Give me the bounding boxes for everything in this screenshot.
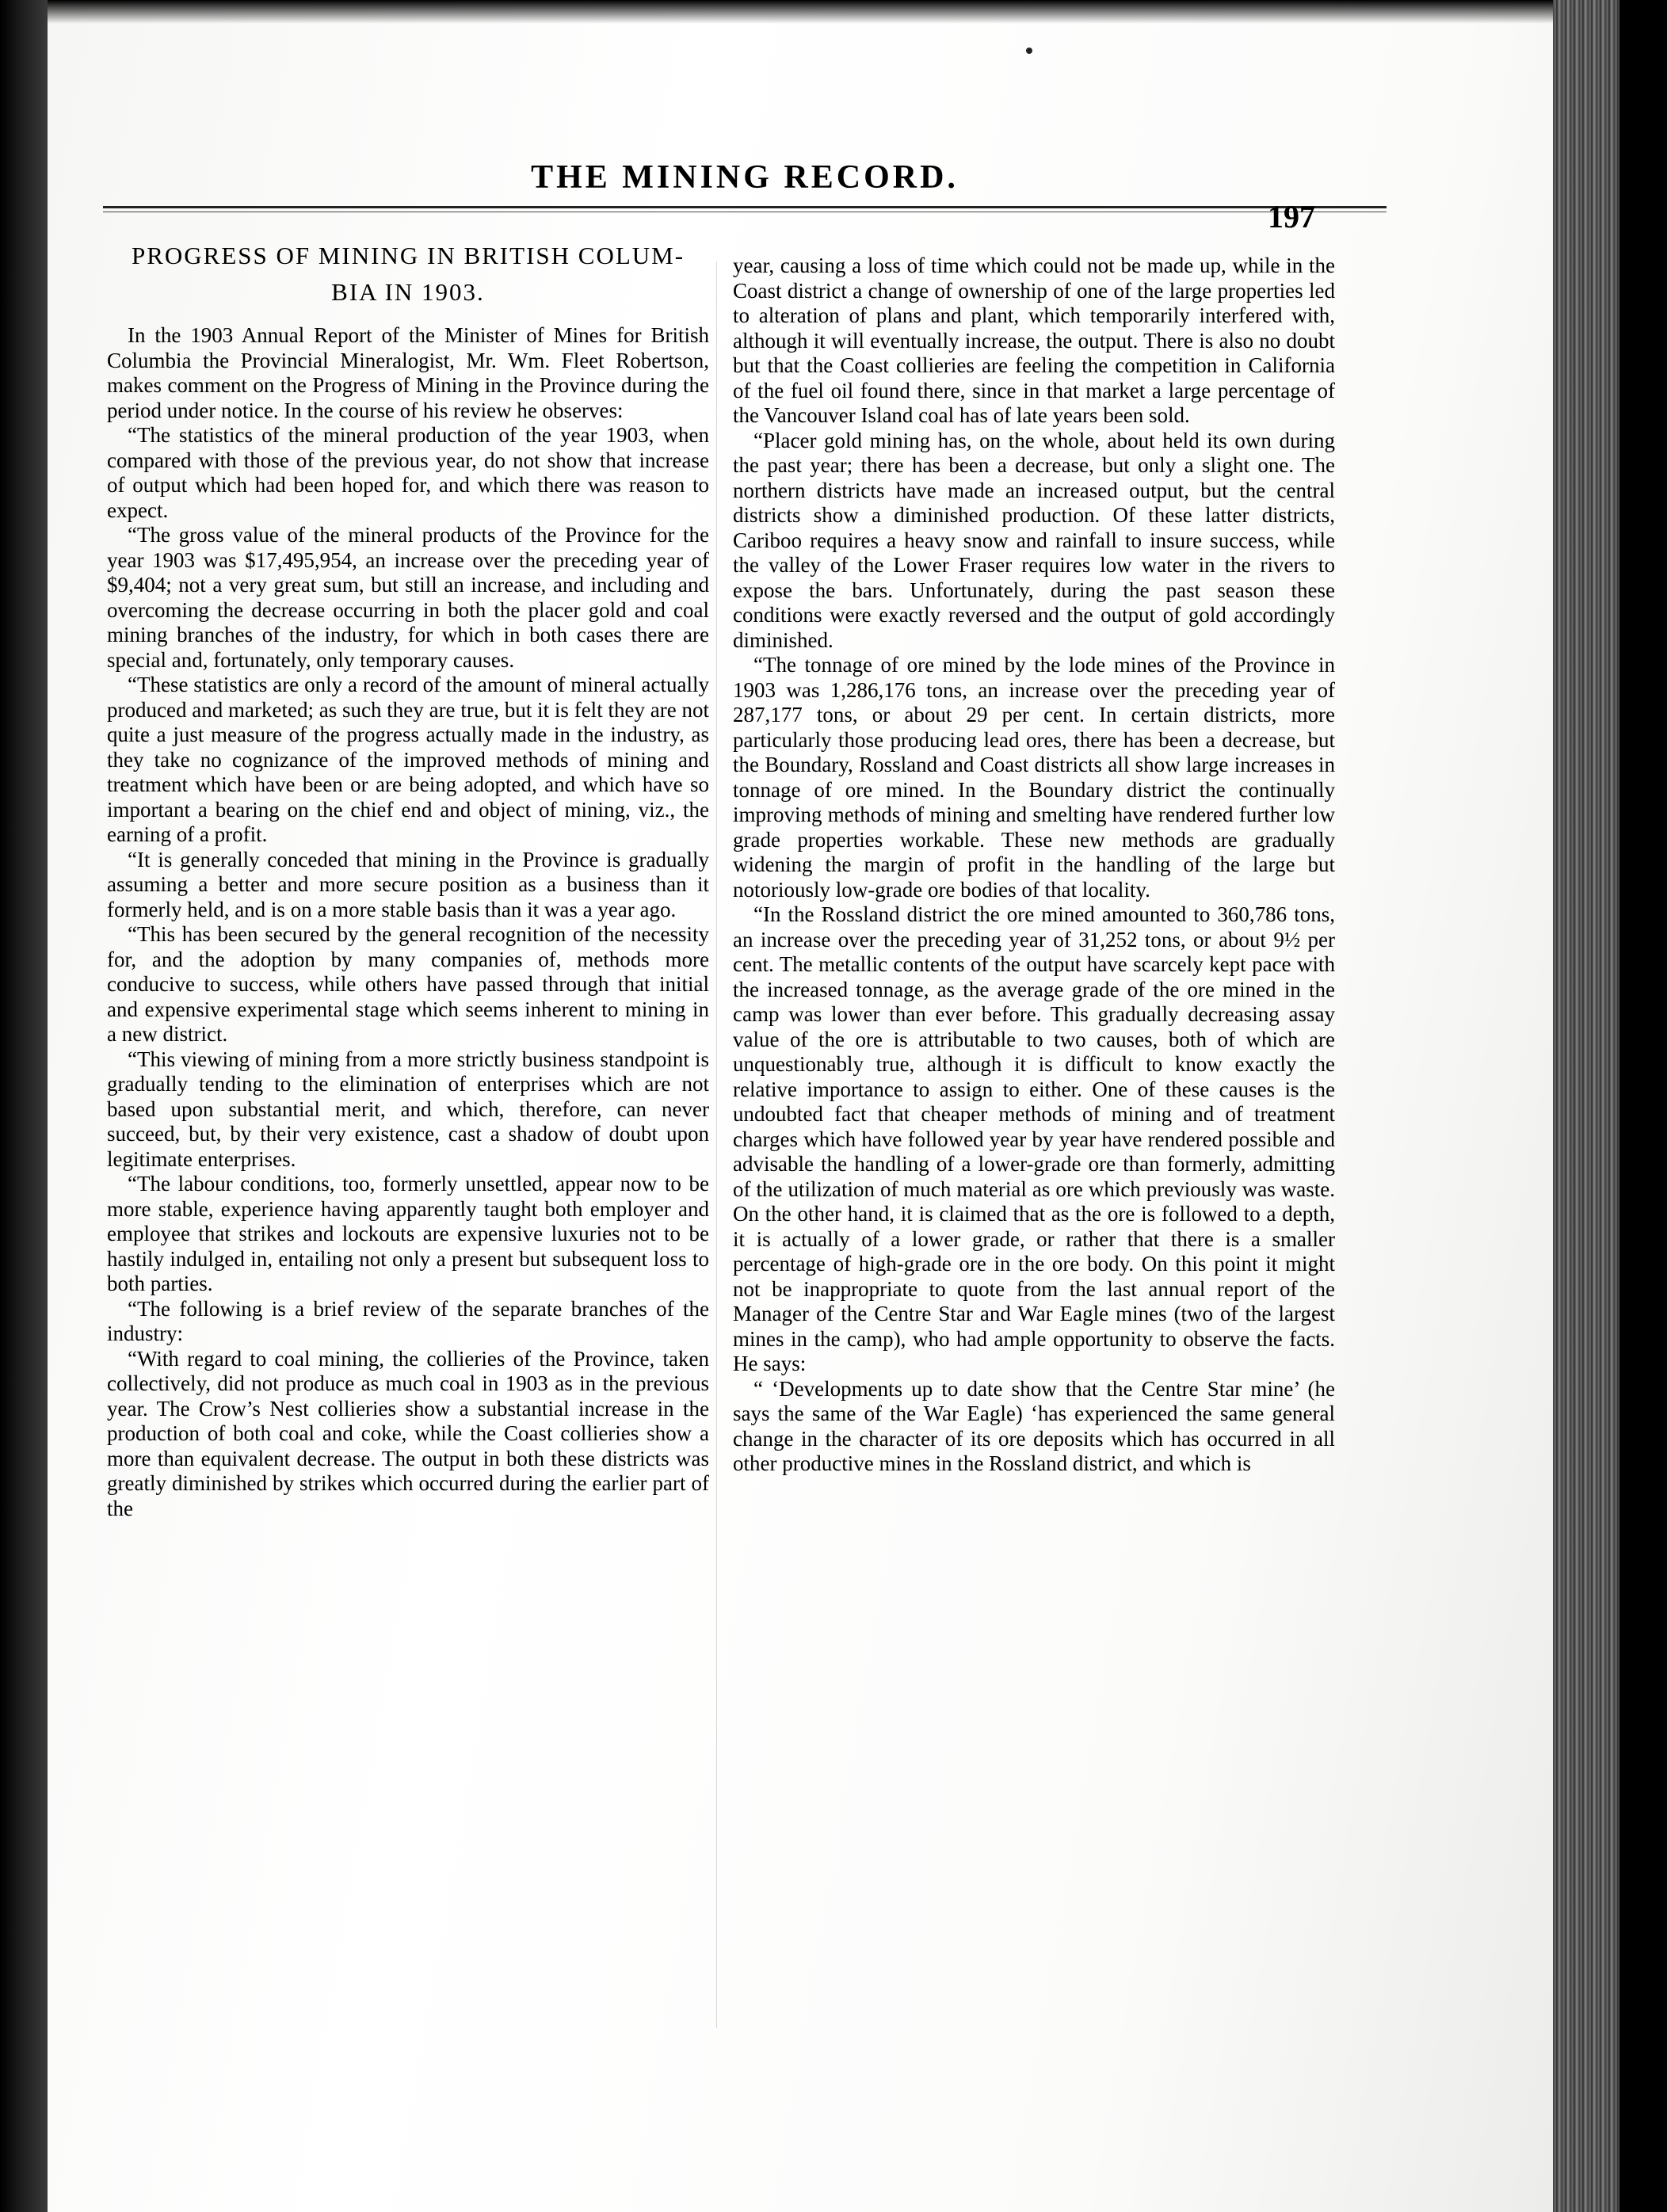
- article-title: [107, 238, 709, 311]
- paragraph: “The following is a brief review of the separate branches of the industry:: [107, 1296, 709, 1345]
- scan-left-margin: [0, 0, 48, 2212]
- paragraph: “ ‘Developments up to date show that the Centre Star mine’ (he says the same of the War Eagle) ‘has experienced the same general change in the character of its ore deposits which has occurred in all other productive mines in the Rossland district, and which is: [733, 1376, 1335, 1475]
- paragraph: “These statistics are only a record of the amount of mineral actually produced and marketed; as such they are true, but it is felt they are not quite a just measure of the progress actually made in the industry, as they take no cognizance of the improved methods of mining and treatment which have been or are being adopted, and which have so important a bearing on the chief end and object of mining, viz., the earning of a profit.: [107, 673, 709, 846]
- paragraph: “Placer gold mining has, on the whole, about held its own during the past year; there has been a decrease, but only a slight one. The northern districts have made an increased output, but the central districts show a diminished production. Of these latter districts, Cariboo requires a heavy snow and rainfall to insure success, while the valley of the Lower Fraser requires low water in the rivers to expose the bars. Unfortunately, during the past season these conditions were exactly reversed and the output of gold accordingly diminished.: [733, 428, 1335, 652]
- paragraph: “This viewing of mining from a more strictly business standpoint is gradually tending to the elimination of enterprises which are not based upon substantial merit, and which, therefore, can never succeed, but, by their very existence, cast a shadow of doubt upon legitimate enterprises.: [107, 1047, 709, 1171]
- paragraph: “This has been secured by the general recognition of the necessity for, and the adoption by many companies of, methods more conducive to success, while others have passed through that initial and expensive experimental stage which seems inherent to mining in a new district.: [107, 922, 709, 1046]
- article-title-line-2: BIA IN 1903.: [331, 278, 485, 306]
- article-title-line-1: PROGRESS OF MINING IN BRITISH COLUM-: [131, 242, 685, 269]
- column-separator: [716, 261, 717, 2028]
- right-column: [733, 254, 1335, 1477]
- book-page-edges: [1553, 0, 1667, 2212]
- paragraph: “The tonnage of ore mined by the lode mines of the Province in 1903 was 1,286,176 tons, an increase over the preceding year of 287,177 tons, or about 29 per cent. In certain districts, more particularly those producing lead ores, there has been a decrease, but the Boundary, Rossland and Coast districts all show large increases in tonnage of ore mined. In the Boundary district the continually improving methods of mining and smelting have rendered further low grade properties workable. These new methods are gradually widening the margin of profit in the handling of the large but notoriously low-grade ore bodies of that locality.: [733, 653, 1335, 902]
- paragraph-continuation: year, causing a loss of time which could not be made up, while in the Coast district a change of ownership of one of the large properties led to alteration of plans and plant, which temporarily interfered with, although it will eventually increase, the output. There is also no doubt but that the Coast collieries are feeling the competition in California of the fuel oil found there, since in that market a large percentage of the Vancouver Island coal has of late years been sold.: [733, 254, 1335, 427]
- paragraph: “The statistics of the mineral production of the year 1903, when compared with those of the previous year, do not show that increase of output which had been hoped for, and which there was reason to expect.: [107, 423, 709, 522]
- paragraph: “It is generally conceded that mining in the Province is gradually assuming a better and more secure position as a business than it formerly held, and is on a more stable basis than it was a year ago.: [107, 847, 709, 921]
- paragraph: “The labour conditions, too, formerly unsettled, appear now to be more stable, experience having apparently taught both employer and employee that strikes and lockouts are expensive luxuries not to be hastily indulged in, entailing not only a present but subsequent loss to both parties.: [107, 1172, 709, 1295]
- header-rule: [103, 206, 1387, 208]
- running-title: THE MINING RECORD.: [531, 159, 959, 196]
- page-number: 197: [1268, 199, 1315, 235]
- left-column: [107, 238, 709, 1521]
- paragraph: “With regard to coal mining, the collieries of the Province, taken collectively, did not produce as much coal in 1903 as in the previous year. The Crow’s Nest collieries show a substantial increase in the production of both coal and coke, while the Coast collieries show a more than equivalent decrease. The output in both these districts was greatly diminished by strikes which occurred during the earlier part of the: [107, 1346, 709, 1520]
- ink-smudge: [1026, 48, 1032, 54]
- scan-top-shadow: [48, 0, 1553, 24]
- paragraph: In the 1903 Annual Report of the Minister of Mines for British Columbia the Provincial Mineralogist, Mr. Wm. Fleet Robertson, makes comment on the Progress of Mining in the Province during the period under notice. In the course of his review he observes:: [107, 323, 709, 422]
- running-header: [103, 158, 1387, 206]
- paragraph: “In the Rossland district the ore mined amounted to 360,786 tons, an increase over the preceding year of 31,252 tons, or about 9½ per cent. The metallic contents of the output have scarcely kept pace with the increased tonnage, as the average grade of the ore mined in the camp was lower than ever before. This gradually decreasing assay value of the ore is attributable to two causes, both of which are unquestionably true, although it is difficult to know exactly the relative importance to assign to either. One of these causes is the undoubted fact that cheaper methods of mining and of treatment charges which have followed year by year have rendered possible and advisable the handling of a lower-grade ore than formerly, admitting of the utilization of much material as ore which previously was waste. On the other hand, it is claimed that as the ore is followed to a depth, it is actually of a lower grade, or rather that there is a smaller percentage of high-grade ore in the ore body. On this point it might not be inappropriate to quote from the last annual report of the Manager of the Centre Star and War Eagle mines (two of the largest mines in the camp), who had ample opportunity to observe the facts. He says:: [733, 902, 1335, 1375]
- paragraph: “The gross value of the mineral products of the Province for the year 1903 was $17,495,954, an increase over the preceding year of $9,404; not a very great sum, but still an increase, and including and overcoming the decrease occurring in both the placer gold and coal mining branches of the industry, for which in both cases there are special and, fortunately, only temporary causes.: [107, 523, 709, 672]
